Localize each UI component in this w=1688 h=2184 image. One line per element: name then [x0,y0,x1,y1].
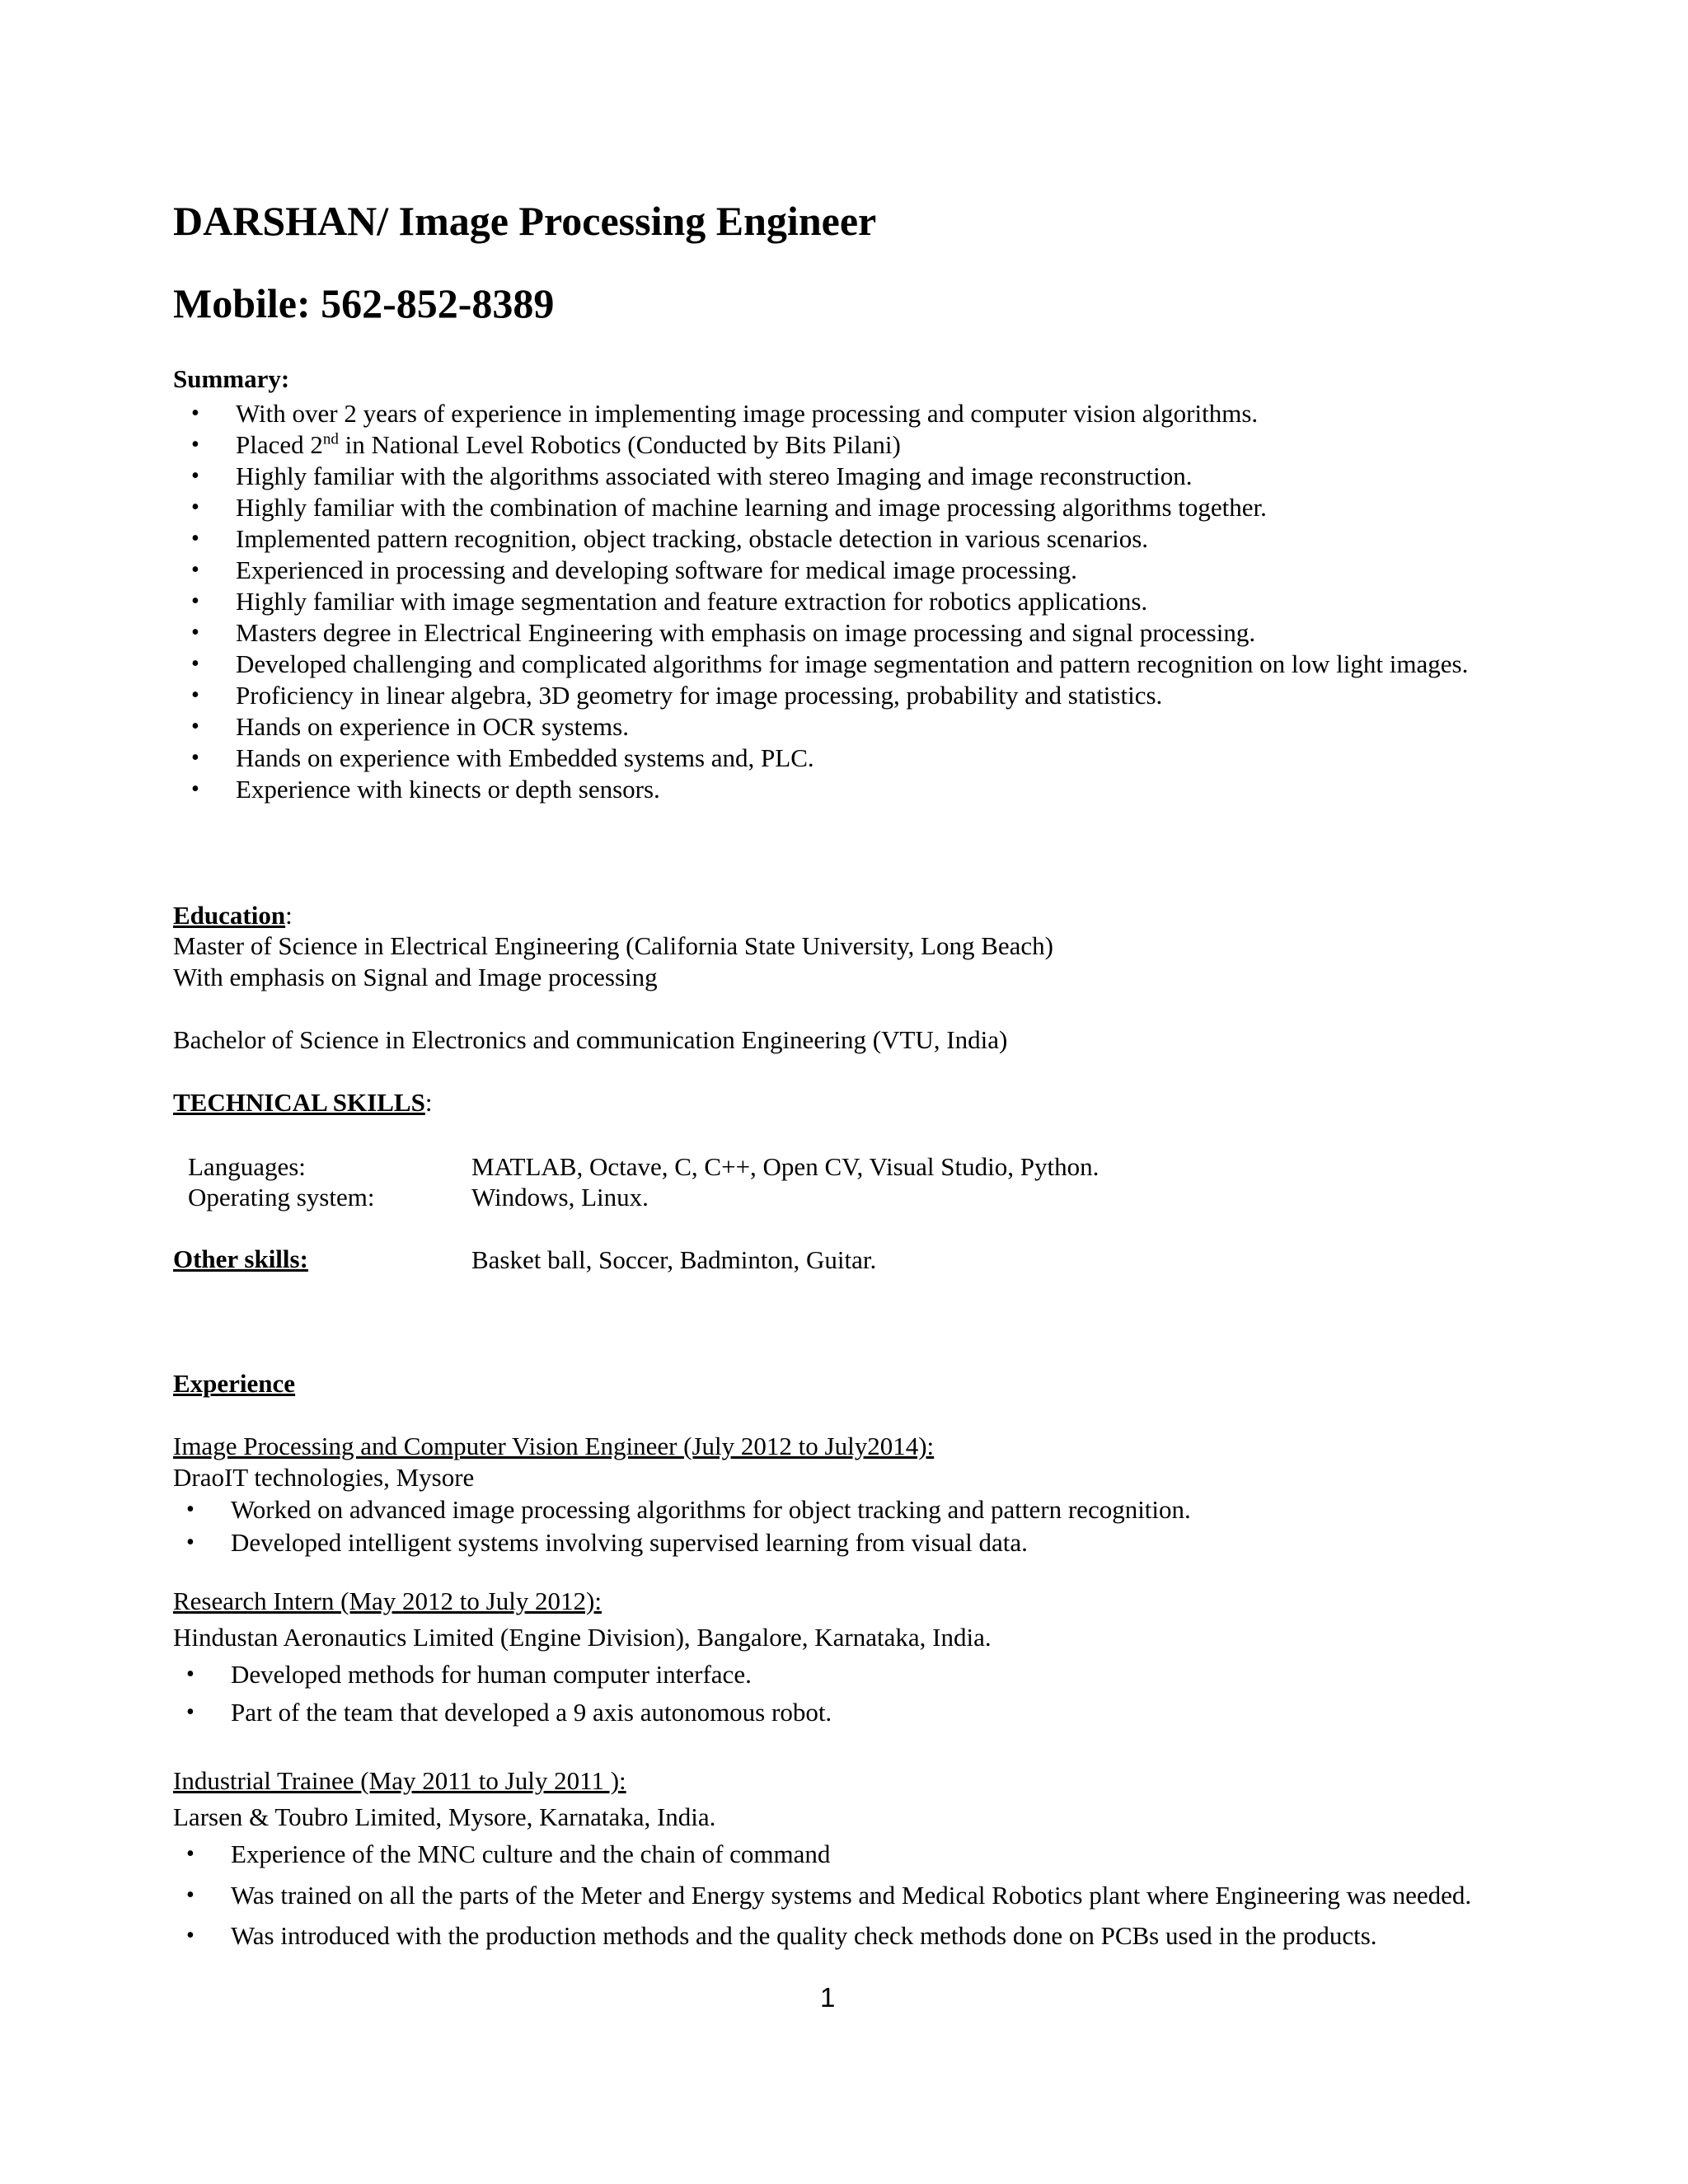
job-bullet: • Experience of the MNC culture and the chain of command [186,1840,831,1868]
summary-item: • Experience with kinects or depth sensors. [191,775,660,804]
summary-item: • Highly familiar with the combination of machine learning and image processing algorithms together. [191,493,1267,522]
job-bullet: • Worked on advanced image processing algorithms for object tracking and pattern recognition. [186,1495,1191,1524]
mobile-number: Mobile: 562-852-8389 [173,280,555,326]
page-number: 1 [820,1982,836,2013]
bullet-icon: • [186,1923,195,1948]
job-company: Hindustan Aeronautics Limited (Engine Division), Bangalore, Karnataka, India. [173,1623,992,1652]
summary-item: • Placed 2nd in National Level Robotics (Conducted by Bits Pilani) [191,430,901,459]
summary-item: • With over 2 years of experience in implementing image processing and computer vision algorithms. [191,399,1259,428]
languages-label: Languages: [188,1152,306,1181]
education-line: Master of Science in Electrical Engineering (California State University, Long Beach) [173,931,1053,960]
bullet-icon: • [186,1882,195,1908]
education-heading: Education: [173,901,293,930]
bullet-icon: • [191,651,199,677]
bullet-icon: • [186,1497,195,1522]
job-bullets [186,1839,1525,1952]
job-bullets [186,1659,832,1728]
job-bullets [186,1494,1191,1558]
bullet-icon: • [191,432,199,457]
other-skills-value: Basket ball, Soccer, Badminton, Guitar. [471,1245,877,1274]
bullet-icon: • [191,682,199,708]
bullet-icon: • [191,463,199,489]
bullet-icon: • [191,557,199,583]
os-value: Windows, Linux. [471,1183,649,1212]
bullet-icon: • [186,1841,195,1867]
summary-item: • Highly familiar with the algorithms associated with stereo Imaging and image reconstruction. [191,462,1193,490]
job-title: Research Intern (May 2012 to July 2012): [173,1586,602,1615]
bullet-icon: • [191,588,199,614]
bullet-icon: • [191,401,199,426]
summary-item: • Highly familiar with image segmentation and feature extraction for robotics applications. [191,587,1148,616]
bullet-icon: • [186,1530,195,1555]
bullet-icon: • [191,714,199,739]
resume-title: DARSHAN/ Image Processing Engineer [173,198,877,244]
job-company: DraoIT technologies, Mysore [173,1463,475,1492]
education-line: Bachelor of Science in Electronics and communication Engineering (VTU, India) [173,1025,1008,1054]
os-label: Operating system: [188,1183,375,1212]
bullet-icon: • [191,620,199,645]
job-bullet: • Developed intelligent systems involving supervised learning from visual data. [186,1528,1028,1557]
job-bullet: • Developed methods for human computer interface. [186,1660,752,1689]
summary-list [191,398,1489,805]
summary-item: • Hands on experience with Embedded systems and, PLC. [191,743,814,772]
summary-item: • Experienced in processing and developing software for medical image processing. [191,555,1077,584]
experience-heading: Experience [173,1369,296,1398]
skills-heading: TECHNICAL SKILLS: [173,1088,433,1117]
job-bullet: • Part of the team that developed a 9 axis autonomous robot. [186,1698,832,1727]
summary-item: • Proficiency in linear algebra, 3D geometry for image processing, probability and statistics. [191,681,1163,710]
other-skills-label: Other skills: [173,1244,308,1273]
bullet-icon: • [191,526,199,551]
summary-item: • Implemented pattern recognition, object tracking, obstacle detection in various scenarios. [191,524,1149,553]
job-title: Industrial Trainee (May 2011 to July 2011 ): [173,1766,626,1795]
job-company: Larsen & Toubro Limited, Mysore, Karnataka, India. [173,1802,716,1831]
bullet-icon: • [191,494,199,520]
job-bullet: • Was trained on all the parts of the Meter and Energy systems and Medical Robotics plant where Engineering was needed. [231,1877,1525,1914]
bullet-icon: • [191,745,199,771]
bullet-icon: • [191,776,199,802]
summary-heading: Summary: [173,364,290,393]
languages-value: MATLAB, Octave, C, C++, Open CV, Visual Studio, Python. [471,1152,1100,1181]
bullet-icon: • [186,1699,195,1725]
bullet-icon: • [186,1661,195,1687]
job-title: Image Processing and Computer Vision Engineer (July 2012 to July2014): [173,1432,935,1460]
summary-item: • Hands on experience in OCR systems. [191,712,629,741]
job-bullet: • Was introduced with the production methods and the quality check methods done on PCBs used in the products. [186,1921,1377,1950]
education-line: With emphasis on Signal and Image processing [173,963,658,991]
summary-item: • Developed challenging and complicated algorithms for image segmentation and pattern recognition on low light images. [191,649,1469,678]
summary-item: • Masters degree in Electrical Engineering with emphasis on image processing and signal processing. [191,618,1256,647]
